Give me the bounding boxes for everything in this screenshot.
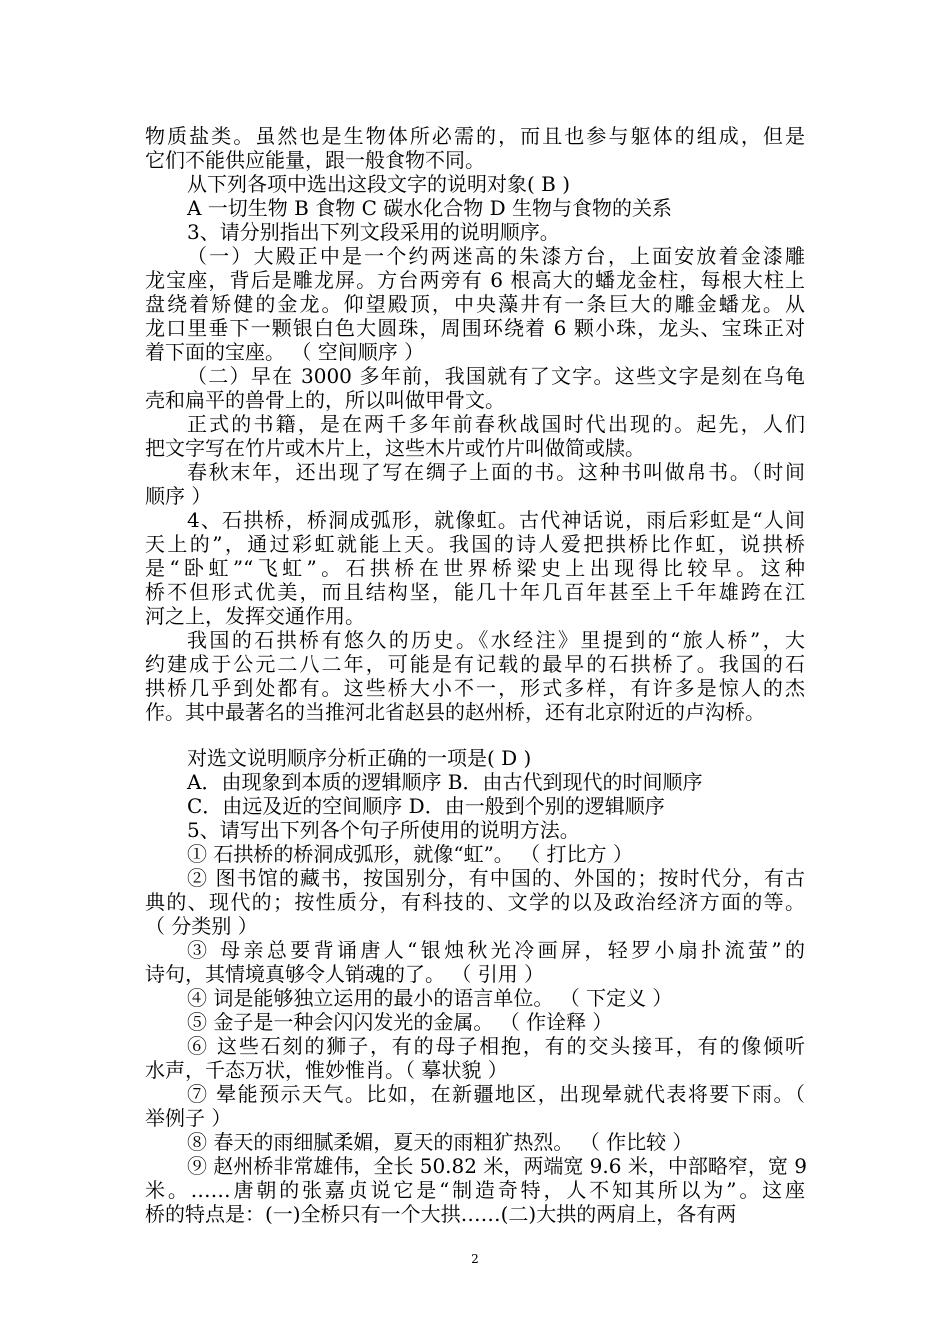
text-line: 3、请分别指出下列文段采用的说明顺序。 — [187, 220, 560, 244]
text-line: 物质盐类。虽然也是生物体所必需的，而且也参与躯体的组成，但是 — [145, 124, 805, 148]
text-line: 河之上，发挥交通作用。 — [145, 604, 365, 628]
text-line: 举例子 ） — [145, 1106, 232, 1130]
text-line: （一）大殿正中是一个约两迷高的朱漆方台，上面安放着金漆雕 — [187, 244, 805, 268]
text-line: 龙宝座，背后是雕龙屏。方台两旁有 6 根高大的蟠龙金柱，每根大柱上 — [145, 268, 805, 292]
text-line: 水声，千态万状，惟妙惟肖。（ 摹状貌 ） — [145, 1058, 508, 1082]
text-line: 春秋末年，还出现了写在绸子上面的书。这种书叫做帛书。（时间 — [187, 460, 805, 484]
text-line: 是“卧虹”“飞虹”。石拱桥在世界桥梁史上出现得比较早。这种 — [145, 556, 805, 580]
text-line: ③ 母亲总要背诵唐人“银烛秋光冷画屏，轻罗小扇扑流萤”的 — [187, 938, 805, 962]
text-line: ⑧ 春天的雨细腻柔媚，夏天的雨粗犷热烈。 （ 作比较 ） — [187, 1130, 693, 1154]
text-line: 4、石拱桥，桥洞成弧形，就像虹。古代神话说，雨后彩虹是“人间 — [187, 508, 805, 532]
text-line: 桥不但形式优美，而且结构坚，能几十年几百年甚至上千年雄跨在江 — [145, 580, 805, 604]
text-line: C．由远及近的空间顺序 D．由一般到个别的逻辑顺序 — [187, 794, 665, 818]
text-line: ④ 词是能够独立运用的最小的语言单位。 （ 下定义 ） — [187, 986, 673, 1010]
text-line: 着下面的宝座。 （ 空间顺序 ） — [145, 340, 425, 364]
text-line: ⑤ 金子是一种会闪闪发光的金属。 （ 作诠释 ） — [187, 1010, 613, 1034]
text-line: A．由现象到本质的逻辑顺序 B．由古代到现代的时间顺序 — [187, 770, 703, 794]
page-number: 2 — [471, 1252, 479, 1266]
text-line: 对选文说明顺序分析正确的一项是( D ) — [187, 746, 532, 770]
text-line: 盘绕着矫健的金龙。仰望殿顶，中央藻井有一条巨大的雕金蟠龙。从 — [145, 292, 805, 316]
text-line: 它们不能供应能量，跟一般食物不同。 — [145, 148, 485, 172]
text-line: 5、请写出下列各个句子所使用的说明方法。 — [187, 818, 580, 842]
text-line: ⑨ 赵州桥非常雄伟，全长 50.82 米，两端宽 9.6 米，中部略窄，宽 9 — [187, 1154, 807, 1178]
text-line: 约建成于公元二八二年，可能是有记载的最早的石拱桥了。我国的石 — [145, 652, 805, 676]
text-line: 作。其中最著名的当推河北省赵县的赵州桥，还有北京附近的卢沟桥。 — [145, 700, 765, 724]
text-line: ② 图书馆的藏书，按国别分，有中国的、外国的；按时代分，有古 — [187, 866, 805, 890]
text-line: ① 石拱桥的桥洞成弧形，就像“虹”。 （ 打比方 ） — [187, 842, 633, 866]
text-line: A 一切生物 B 食物 C 碳水化合物 D 生物与食物的关系 — [187, 196, 672, 220]
text-line: 正式的书籍，是在两千多年前春秋战国时代出现的。起先，人们 — [187, 412, 805, 436]
text-line: 从下列各项中选出这段文字的说明对象( B ) — [187, 172, 571, 196]
text-line: 我国的石拱桥有悠久的历史。《水经注》里提到的“旅人桥”，大 — [187, 628, 805, 652]
text-line: 诗句，其情境真够令人销魂的了。 （ 引用 ） — [145, 962, 545, 986]
text-line: 桥的特点是：(一)全桥只有一个大拱……(二)大拱的两肩上，各有两 — [145, 1202, 737, 1226]
text-line: 把文字写在竹片或木片上，这些木片或竹片叫做简或牍。 — [145, 436, 645, 460]
text-line: （二）早在 3000 多年前，我国就有了文字。这些文字是刻在乌龟 — [187, 364, 805, 388]
text-line: 顺序 ） — [145, 484, 212, 508]
text-line: 典的、现代的；按性质分，有科技的、文学的以及政治经济方面的等。 — [145, 890, 805, 914]
text-line: 龙口里垂下一颗银白色大圆珠，周围环绕着 6 颗小珠，龙头、宝珠正对 — [145, 316, 805, 340]
text-line: 壳和扁平的兽骨上的，所以叫做甲骨文。 — [145, 388, 505, 412]
text-line: 拱桥几乎到处都有。这些桥大小不一，形式多样，有许多是惊人的杰 — [145, 676, 805, 700]
text-line: 米。……唐朝的张嘉贞说它是“制造奇特，人不知其所以为”。这座 — [145, 1178, 805, 1202]
text-line: ⑥ 这些石刻的狮子，有的母子相抱，有的交头接耳，有的像倾听 — [187, 1034, 805, 1058]
text-line: ⑦ 晕能预示天气。比如，在新疆地区，出现晕就代表将要下雨。（ — [187, 1082, 805, 1106]
text-line: 天上的”，通过彩虹就能上天。我国的诗人爱把拱桥比作虹，说拱桥 — [145, 532, 805, 556]
text-line: （ 分类别 ） — [145, 914, 258, 938]
